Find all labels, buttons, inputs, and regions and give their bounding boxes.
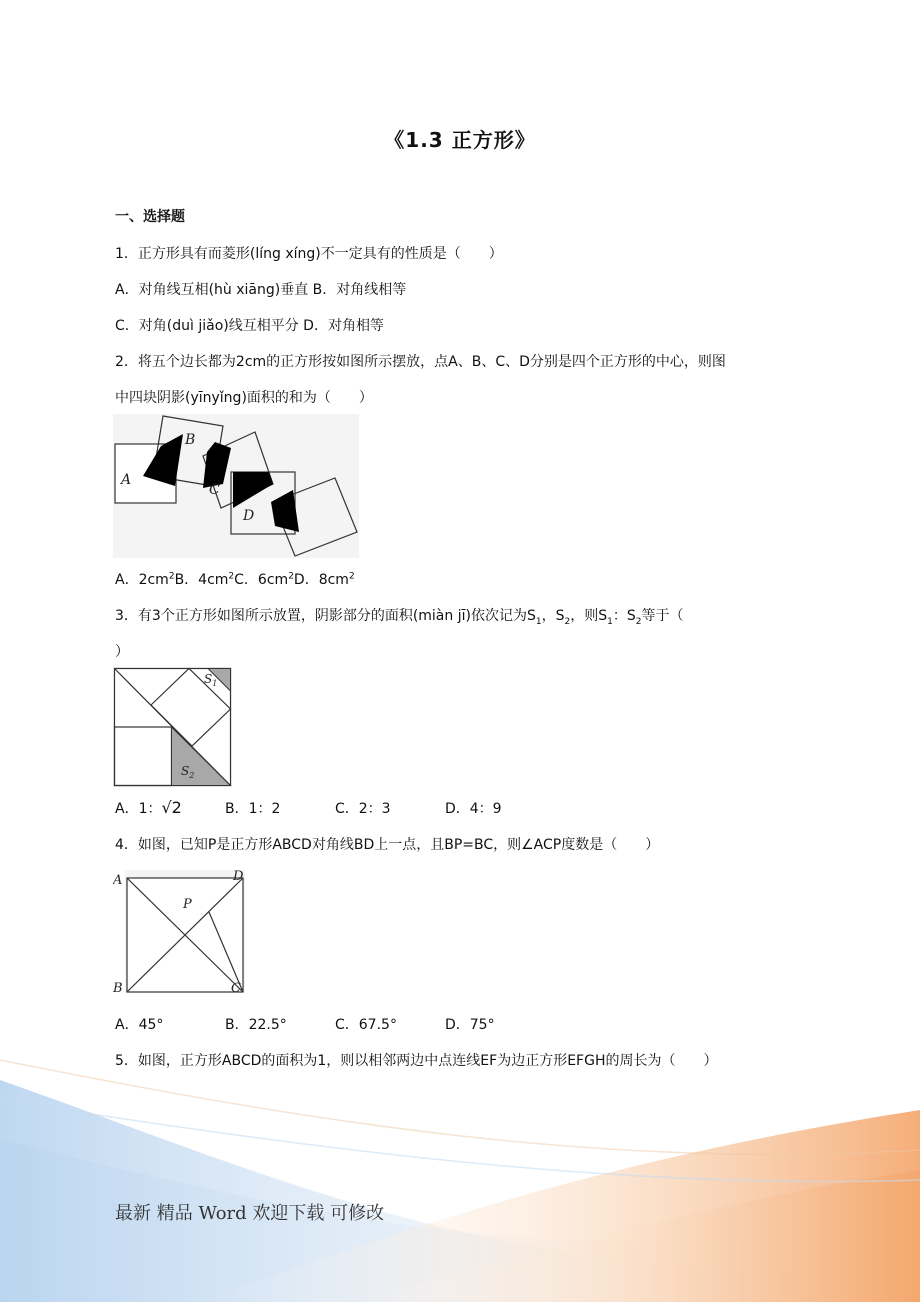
question-4-figure — [113, 868, 247, 996]
figure-label-d: D — [243, 508, 255, 524]
question-3-options — [115, 798, 502, 818]
q4-option-b: B．22.5° — [225, 1017, 287, 1033]
figure-label-c: C — [231, 981, 241, 996]
q3-option-b: B．1：2 — [225, 801, 281, 817]
q2-option-c: C．$6cm^2$ — [234, 571, 294, 588]
figure-label-b: B — [185, 432, 196, 448]
question-3-stem-line1: 3．有3个正方形如图所示放置，阴影部分的面积(miàn jī)依次记为$S_1$，$S_2$，则$S_1$：$S_2$等于（ — [115, 608, 684, 627]
question-3-stem-line2: ） — [115, 644, 129, 660]
question-2-figure — [113, 414, 359, 558]
figure-label-p: P — [183, 897, 192, 912]
question-1-stem: 1．正方形具有而菱形(líng xíng)不一定具有的性质是（ ） — [115, 246, 503, 262]
question-4-options — [115, 1014, 495, 1034]
question-3-figure — [113, 667, 232, 787]
q2-option-b: B．$4cm^2$ — [174, 571, 235, 588]
q4-option-d: D．75° — [445, 1017, 495, 1033]
section-heading: 一、选择题 — [115, 209, 185, 225]
question-1-options-cd: C．对角(duì jiǎo)线互相平分 D．对角相等 — [115, 318, 384, 334]
q2-option-d: D．$8cm^2$ — [293, 571, 355, 588]
figure-label-a: A — [121, 472, 132, 488]
page-title: 《1.3 正方形》 — [384, 128, 536, 152]
question-2-stem-line1: 2．将五个边长都为2cm的正方形按如图所示摆放，点A、B、C、D分别是四个正方形的中心，则图 — [115, 354, 726, 370]
footer-note: 最新 精品 Word 欢迎下载 可修改 — [115, 1203, 385, 1224]
question-4-stem: 4．如图，已知P是正方形ABCD对角线BD上一点，且BP=BC，则∠ACP度数是（ ） — [115, 837, 660, 853]
q4-option-c: C．67.5° — [335, 1017, 397, 1033]
q2-option-a: A．$2cm^2$ — [115, 571, 175, 588]
q3-option-c: C．2：3 — [335, 801, 391, 817]
q3-option-d: D．4：9 — [445, 801, 502, 817]
question-5-stem: 5．如图，正方形ABCD的面积为1，则以相邻两边中点连线EF为边正方形EFGH的周长为（ ） — [115, 1053, 718, 1069]
figure-label-s2: $S_2$ — [181, 764, 195, 780]
q4-option-a: A．45° — [115, 1017, 164, 1033]
question-2-options — [115, 569, 355, 589]
figure-label-c: C — [209, 482, 220, 498]
question-2-stem-line2: 中四块阴影(yīnyǐng)面积的和为（ ） — [115, 390, 373, 406]
question-1-options-ab: A．对角线互相(hù xiāng)垂直 B．对角线相等 — [115, 282, 407, 298]
q3-option-a: A．1：√2 — [115, 798, 182, 817]
figure-label-b: B — [113, 981, 123, 996]
figure-label-d: D — [233, 869, 244, 884]
figure-label-a: A — [113, 873, 123, 888]
figure-label-s1: $S_1$ — [204, 672, 218, 688]
